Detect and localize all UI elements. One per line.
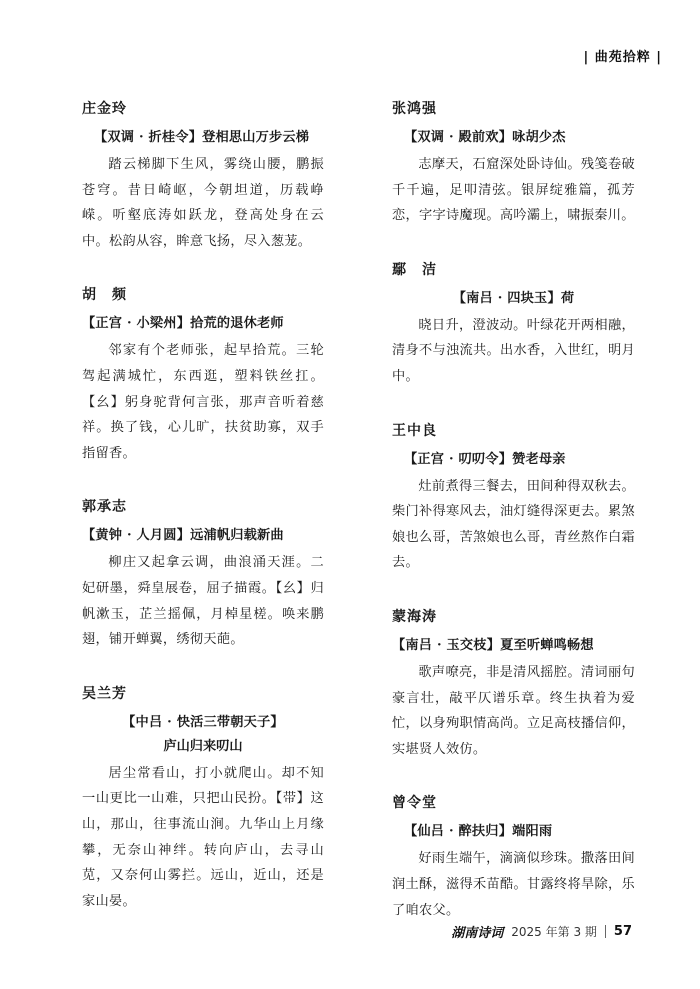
page-footer <box>451 922 632 941</box>
section-tag: | 曲苑拾粹 | <box>583 50 662 65</box>
poet-name: 郭承志 <box>82 499 127 516</box>
poet-name: 曾令堂 <box>392 795 437 812</box>
poem-title: 【仙吕 · 醉扶归】端阳雨 <box>404 824 553 840</box>
right-column <box>392 98 635 953</box>
poem-body: 踏云梯脚下生风，雾绕山腰，鹏振苍穹。昔日崎岖，今朝坦道，历载峥嵘。听壑底涛如跃龙，登高处身在云中。松韵从容，眸意飞扬，尽入葱茏。 <box>82 157 324 249</box>
poem-title: 【双调 · 折桂令】登相思山万步云梯 <box>94 130 310 145</box>
poet-name: 庄金玲 <box>82 101 127 117</box>
poem-body: 柳庄又起拿云调，曲浪涌天涯。二妃研墨，舜皇展卷，屈子描霞。【幺】归帆漱玉，芷兰摇佩，月棹星槎。唤来鹏翅，铺开蝉翼，绣彻天葩。 <box>82 555 324 648</box>
poem <box>392 792 635 923</box>
poem-body: 志摩天，石窟深处卧诗仙。残笺卷破千千遍，足叩清弦。银屏绽雅篇，孤芳恋，字字诗魔现。高吟灞上，啸振秦川。 <box>392 157 635 224</box>
poem-body: 晓日升，澄波动。叶绿花开两相融，清身不与浊流共。出水香，入世红，明月中。 <box>392 317 635 384</box>
poem <box>392 420 635 576</box>
issue-label: 2025 年第 3 期 <box>511 925 597 939</box>
poem <box>392 259 635 390</box>
footer-divider <box>605 925 606 938</box>
poem <box>82 98 324 254</box>
poet-name: 蒙海涛 <box>392 608 437 625</box>
poem <box>82 496 324 652</box>
poem-title: 【正宫 · 叨叨令】赞老母亲 <box>404 451 566 467</box>
poem-title: 【双调 · 殿前欢】咏胡少杰 <box>404 130 566 145</box>
poet-name: 王中良 <box>392 422 437 439</box>
poem-body: 好雨生端午，滴滴似珍珠。撒落田间润土酥，滋得禾苗酷。甘露终将旱除，乐了咱农父。 <box>392 851 635 918</box>
poem-title: 【南吕 · 四块玉】荷 <box>452 290 575 306</box>
page-number: 57 <box>613 924 632 939</box>
poem <box>392 98 635 229</box>
poet-name: 吴兰芳 <box>82 685 127 702</box>
poet-name: 张鸿强 <box>392 101 437 117</box>
poem-title: 【南吕 · 玉交枝】夏至听蝉鸣畅想 <box>392 637 594 653</box>
poem-title: 【中吕 · 快活三带朝天子】 <box>122 714 284 730</box>
poem-body: 灶前煮得三餐去，田间种得双秋去。柴门补得寒风去，油灯缝得深更去。累煞娘也么哥，苦煞娘也么哥，青丝熬作白霜去。 <box>392 478 635 571</box>
journal-name: 湖南诗词 <box>451 926 504 941</box>
poet-name: 鄢 洁 <box>392 261 437 278</box>
left-column <box>82 98 324 944</box>
poem-body: 居尘常看山，打小就爬山。却不知一山更比一山难，只把山民扮。【带】这山，那山，往事流山涧。九华山上月缘攀，无奈山神绊。转向庐山，去寻山苋，又奈何山雾拦。远山，近山，还是家山晏。 <box>82 765 324 909</box>
poem <box>392 606 635 762</box>
poem-subtitle: 庐山归来叨山 <box>163 738 243 754</box>
poem-body: 歌声嘹亮，非是清风摇腔。清词丽句豪言壮，敲平仄谱乐章。终生执着为爱忙，以身殉职情高尚。立足高枝播信仰，实堪贤人效仿。 <box>392 664 635 757</box>
poem-body: 邻家有个老师张，起早拾荒。三轮驾起满城忙，东西逛，塑料铁丝扛。【幺】躬身驼背何言张，那声音听着慈祥。换了钱，心儿旷，扶贫助寡，双手指留香。 <box>82 343 324 461</box>
poem <box>82 284 324 466</box>
poem-title: 【正宫 · 小梁州】拾荒的退休老师 <box>82 316 284 332</box>
poem-title: 【黄钟 · 人月圆】远浦帆归载新曲 <box>82 528 284 544</box>
poem <box>82 683 324 915</box>
poet-name: 胡 频 <box>82 287 127 304</box>
